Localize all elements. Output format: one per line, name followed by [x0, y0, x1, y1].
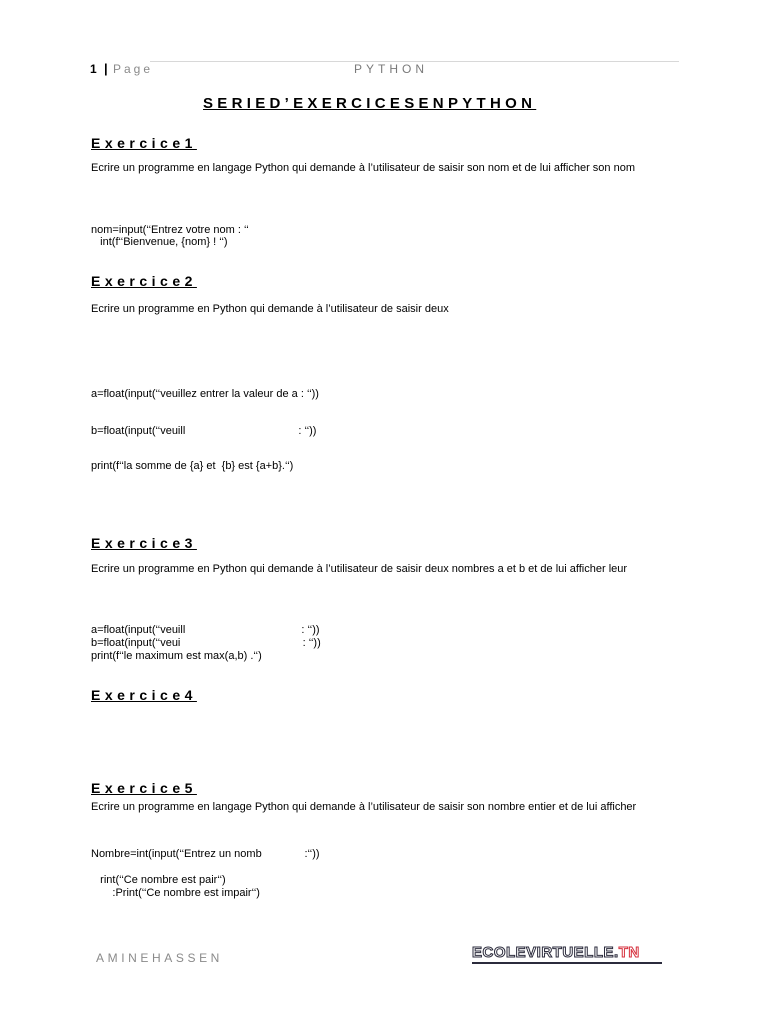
exercise-5-code-line-1: Nombre=int(input(‘‘Entrez un nomb :‘‘)) [91, 848, 320, 860]
logo-underline [472, 962, 662, 964]
page-label: Page [113, 62, 154, 76]
exercise-3-statement: Ecrire un programme en Python qui demande à l’utilisateur de saisir deux nombres a et b et de lui afficher leur [91, 563, 628, 575]
exercise-2-statement: Ecrire un programme en Python qui demande à l’utilisateur de saisir deux [91, 303, 449, 315]
exercise-5-heading: Exercice5 [91, 780, 197, 796]
exercise-5-code-line-2: rint(‘‘Ce nombre est pair‘‘) [91, 874, 226, 886]
exercise-2-code-line-3: print(f‘‘la somme de {a} et {b} est {a+b}.‘‘) [91, 460, 294, 472]
exercise-2-code-line-1: a=float(input(‘‘veuillez entrer la valeur de a : ‘‘)) [91, 388, 319, 400]
exercise-1-code-line-2: int(f‘‘Bienvenue, {nom} ! ‘‘) [91, 236, 228, 248]
exercise-3-code-line-1: a=float(input(‘‘veuill : ‘‘)) [91, 624, 320, 636]
exercise-1-heading: Exercice1 [91, 135, 197, 151]
exercise-5-code-line-3: :Print(‘‘Ce nombre est impair‘‘) [91, 887, 260, 899]
exercise-3-code-line-3: print(f‘‘le maximum est max(a,b) .‘‘) [91, 650, 262, 662]
exercise-5-statement: Ecrire un programme en langage Python qui demande à l’utilisateur de saisir son nombre entier et de lui afficher [91, 801, 637, 813]
exercise-1-code-line-1: nom=input(‘‘Entrez votre nom : ‘‘ [91, 224, 249, 236]
exercise-4-heading: Exercice4 [91, 687, 197, 703]
exercise-1-statement: Ecrire un programme en langage Python qui demande à l’utilisateur de saisir son nom et de lui afficher son nom [91, 162, 635, 174]
exercise-3-code-line-2: b=float(input(‘‘veui : ‘‘)) [91, 637, 321, 649]
footer-logo [472, 944, 640, 961]
header-doc-title: PYTHON [354, 62, 429, 76]
logo-suffix-text: TN [618, 944, 640, 961]
header-separator: | [104, 61, 108, 76]
exercise-3-heading: Exercice3 [91, 535, 197, 551]
footer-author: AMINEHASSEN [96, 951, 223, 965]
document-title: SERIED’EXERCICESENPYTHON [203, 95, 537, 112]
page-number: 1 [90, 62, 98, 76]
exercise-2-heading: Exercice2 [91, 273, 197, 289]
logo-main-text: ECOLEVIRTUELLE. [472, 944, 619, 961]
exercise-2-code-line-2: b=float(input(‘‘veuill : ‘‘)) [91, 425, 317, 437]
